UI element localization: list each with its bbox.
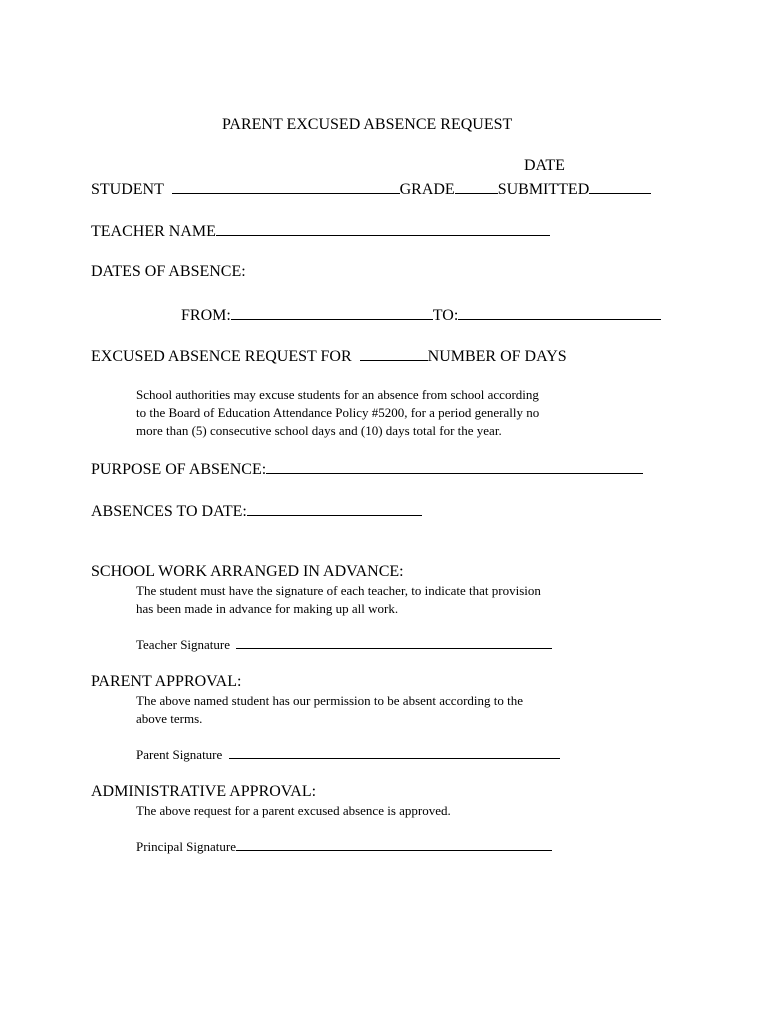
absences-to-date-row bbox=[91, 501, 422, 521]
student-row bbox=[91, 179, 651, 199]
teacher-name-blank[interactable] bbox=[216, 221, 550, 236]
parent-signature-label: Parent Signature bbox=[136, 747, 223, 762]
parent-signature-blank[interactable] bbox=[229, 746, 560, 759]
policy-line-3: more than (5) consecutive school days and (10) days total for the year. bbox=[136, 423, 502, 438]
admin-approval-heading: ADMINISTRATIVE APPROVAL: bbox=[91, 783, 317, 800]
student-blank[interactable] bbox=[172, 179, 400, 194]
request-for-label: EXCUSED ABSENCE REQUEST FOR bbox=[91, 348, 352, 365]
from-to-row bbox=[181, 305, 661, 325]
submitted-label: SUBMITTED bbox=[497, 181, 590, 198]
teacher-name-label: TEACHER NAME bbox=[91, 223, 216, 240]
parent-approval-line-1: The above named student has our permission to be absent according to the bbox=[136, 693, 524, 708]
policy-line-2: to the Board of Education Attendance Policy #5200, for a period generally no bbox=[136, 405, 540, 420]
teacher-name-row bbox=[91, 221, 550, 241]
principal-signature-label: Principal Signature bbox=[136, 839, 237, 854]
to-blank[interactable] bbox=[458, 305, 661, 320]
parent-signature-row bbox=[136, 746, 560, 764]
school-work-line-1: The student must have the signature of each teacher, to indicate that provision bbox=[136, 583, 541, 598]
absences-to-date-label: ABSENCES TO DATE: bbox=[91, 503, 247, 520]
teacher-signature-label: Teacher Signature bbox=[136, 637, 231, 652]
teacher-signature-blank[interactable] bbox=[236, 636, 552, 649]
from-label: FROM: bbox=[181, 307, 231, 324]
student-label: STUDENT bbox=[91, 181, 164, 198]
from-blank[interactable] bbox=[231, 305, 433, 320]
policy-line-1: School authorities may excuse students for an absence from school according bbox=[136, 387, 539, 402]
admin-approval-line-1: The above request for a parent excused absence is approved. bbox=[136, 803, 451, 818]
grade-blank[interactable] bbox=[455, 179, 498, 194]
parent-approval-line-2: above terms. bbox=[136, 711, 203, 726]
absences-to-date-blank[interactable] bbox=[247, 501, 422, 516]
date-label: DATE bbox=[524, 157, 565, 174]
request-for-row bbox=[91, 346, 567, 366]
teacher-signature-row bbox=[136, 636, 552, 654]
principal-signature-blank[interactable] bbox=[236, 838, 552, 851]
number-of-days-label: NUMBER OF DAYS bbox=[427, 348, 567, 365]
date-submitted-blank[interactable] bbox=[589, 179, 651, 194]
dates-of-absence-label: DATES OF ABSENCE: bbox=[91, 263, 246, 280]
school-work-line-2: has been made in advance for making up all work. bbox=[136, 601, 399, 616]
form-title: PARENT EXCUSED ABSENCE REQUEST bbox=[222, 116, 513, 133]
purpose-row bbox=[91, 459, 643, 479]
grade-label: GRADE bbox=[399, 181, 455, 198]
school-work-heading: SCHOOL WORK ARRANGED IN ADVANCE: bbox=[91, 563, 404, 580]
number-of-days-blank[interactable] bbox=[360, 346, 428, 361]
to-label: TO: bbox=[432, 307, 459, 324]
principal-signature-row bbox=[136, 838, 552, 856]
purpose-blank[interactable] bbox=[266, 459, 643, 474]
parent-approval-heading: PARENT APPROVAL: bbox=[91, 673, 242, 690]
purpose-label: PURPOSE OF ABSENCE: bbox=[91, 461, 267, 478]
